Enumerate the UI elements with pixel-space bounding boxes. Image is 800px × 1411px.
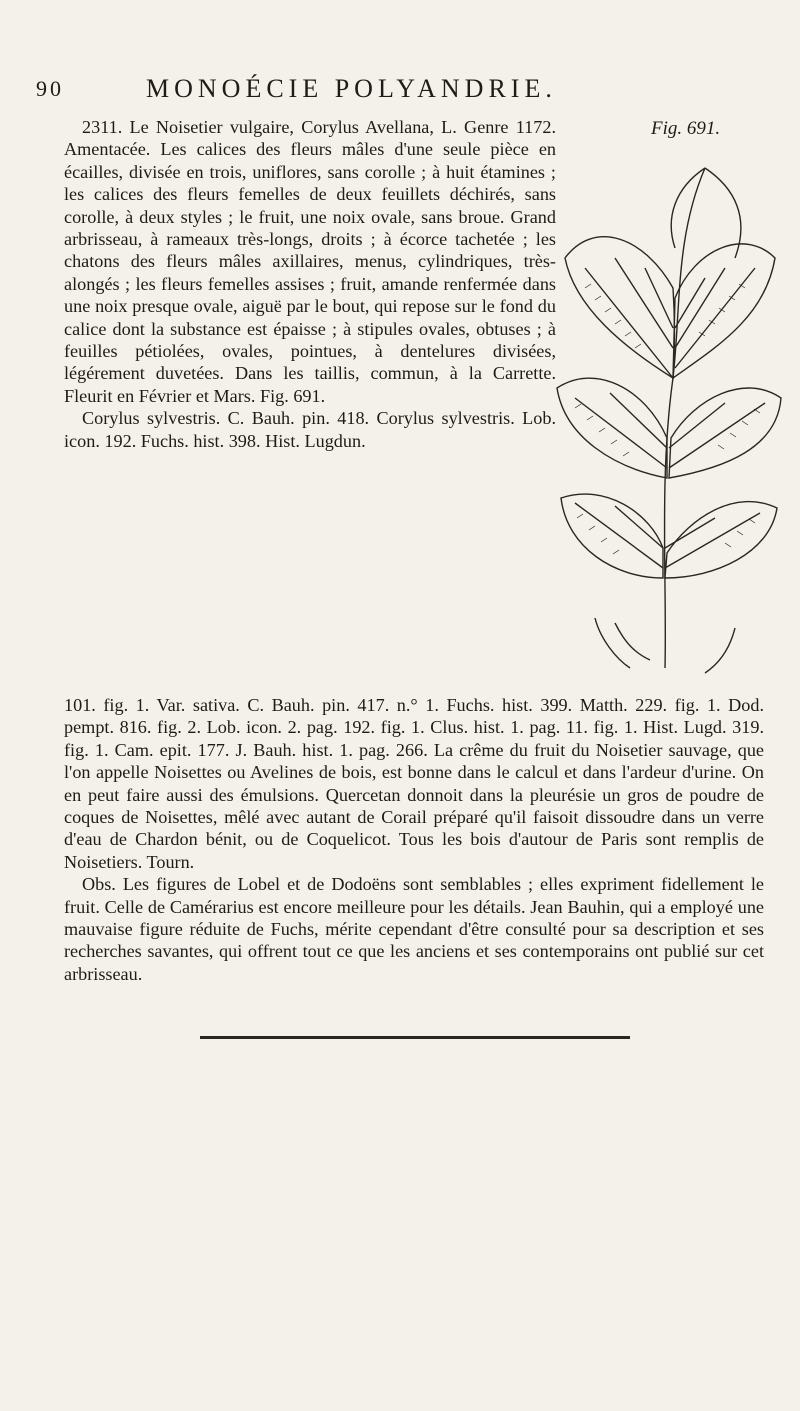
running-title: MONOÉCIE POLYANDRIE. [146,74,557,103]
entry-synonyms: Corylus sylvestris. C. Bauh. pin. 418. Corylus sylvestris. Lob. icon. 192. Fuchs. hist. 398. Hist. Lugdun. [64,408,556,451]
entry-references-uses: 101. fig. 1. Var. sativa. C. Bauh. pin. 417. n.° 1. Fuchs. hist. 399. Matth. 229. fig. 1. Dod. pempt. 816. fig. 2. Lob. icon. 2. pag. 192. fig. 1. Clus. hist. 1. pag. 11. fig. 1. Hist. Lugd. 319. fig. 1. Cam. epit. 177. J. Bauh. hist. 1. pag. 266. La crême du fruit du Noisetier sauvage, que l'on appelle Noisettes ou Avelines de bois, est bonne dans le calcul et dans l'ardeur d'urine. On en peut faire aussi des émulsions. Quercetan donnoit dans la pleurésie un gros de poudre de coques de Noisettes, mêlé avec autant de Corail préparé qu'il faisoit dissoudre dans un verre d'eau de Chardon bénit, ou de Coquelicot. Tous les bois d'autour de Paris sont remplis de Noisetiers. Tourn. [64,695,764,872]
page-number: 90 [36,76,64,101]
entry-text-full [64,694,764,985]
hazel-leaf-illustration [555,148,783,680]
divider-rule [200,1036,630,1039]
entry-text-narrow [64,116,556,452]
figure-label: Fig. 691. [651,118,721,139]
page-header [36,76,766,116]
entry-observations: Obs. Les figures de Lobel et de Dodoëns sont semblables ; elles expriment fidellement le fruit. Celle de Camérarius est encore meilleure pour les détails. Jean Bauhin, qui a employé une mauvaise figure réduite de Fuchs, mérite cependant d'être consulté pour sa description et ses recherches savantes, qui offrent tout ce que les anciens et ses contemporains ont publié sur cet arbrisseau. [64,874,764,984]
entry-description: 2311. Le Noisetier vulgaire, Corylus Avellana, L. Genre 1172. Amentacée. Les calices des fleurs mâles d'une seule pièce en écailles, divisée en trois, uniflores, sans corolle ; à huit étamines ; les calices des fleurs femelles de deux feuillets déchirés, sans corolle, à deux styles ; le fruit, une noix ovale, sans broue. Grand arbrisseau, à rameaux très-longs, droits ; à écorce tachetée ; les chatons des fleurs mâles axillaires, menus, cylindriques, très-alongés ; les fleurs femelles assises ; fruit, amande renfermée dans une noix presque ovale, aiguë par le bout, qui repose sur le fond du calice dont la substance est épaisse ; à stipules ovales, obtuses ; à feuilles pétiolées, ovales, pointues, à dentelures divisées, légérement duvetées. Dans les taillis, commun, à la Carrette. Fleurit en Février et Mars. Fig. 691. [64,117,556,406]
